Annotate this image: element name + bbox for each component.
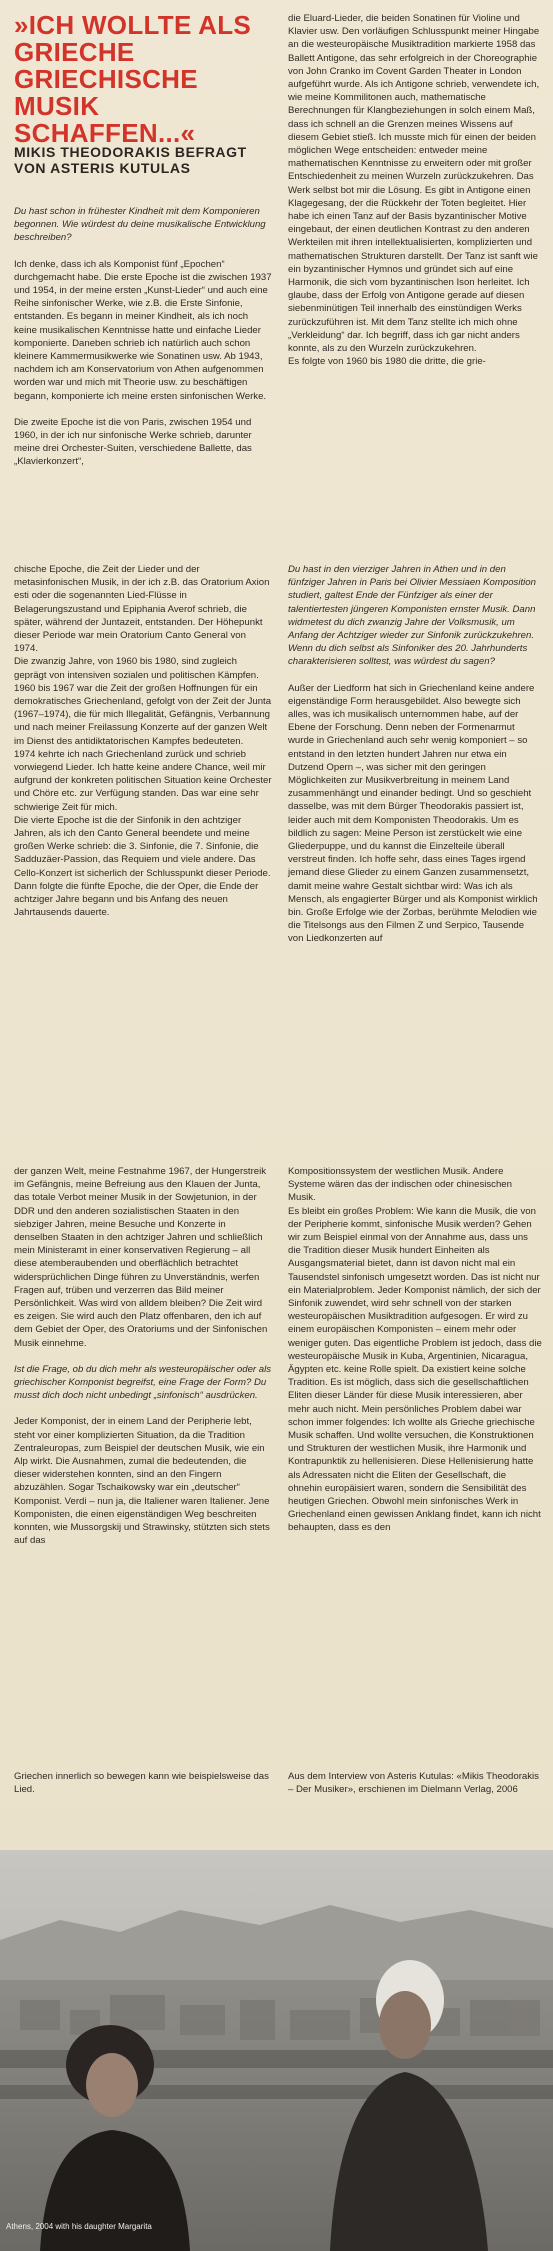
paragraph: Aus dem Interview von Asteris Kutulas: «Mikis Theodorakis – Der Musiker», erschienen im Dielmann Verlag, 2006 — [288, 1771, 539, 1796]
section1-right-column — [288, 12, 542, 368]
paragraph: Kompositionssystem der westlichen Musik. Andere Systeme wären das der indischen oder chinesischen Musik. — [288, 1166, 512, 1204]
section2-left-column — [14, 563, 272, 919]
paragraph: Außer der Liedform hat sich in Griechenland keine andere eigenständige Form herausgebildet. Also bewegte sich alles, was ich musikalisch unternommen habe, auf der Ebene der Forschung. Denn neben der Formenarmut wurde in Griechenland auch sehr wenig komponiert – so entstand in den letzten hundert Jahren nur etwa ein Dutzend Opern –, was sicher mit den geringen Möglichkeiten zur Musikverbreitung in meinem Land zusammenhängt und einander bedingt. Und so geschieht dasselbe, was mit dem Bürger Theodorakis passiert ist, leider auch mit dem Komponisten Theodorakis. Um es bildlich zu sagen: Meine Person ist zerstückelt wie eine Gliederpuppe, und du kannst die Einzelteile überall verstreut finden. Ich hoffe sehr, dass eines Tages irgend jemand diese Glieder zu einem Ganzen zusammensetzt, damit meine wahre Gestalt sichtbar wird: Was ich als Mensch, als engagierter Bürger und als Komponist wirklich bin. Große Erfolge wie der Zorbas, berühmte Melodien wie die Titelsongs aus den Filmen Z und Serpico, Tausende von Liedkonzerten auf — [288, 682, 538, 945]
paragraph: Dann folgte die fünfte Epoche, die der Oper, die Ende der achtziger Jahre begann und bis Anfang des neuen Jahrtausends dauerte. — [14, 880, 259, 919]
source-note — [288, 1770, 542, 1796]
paragraph: Es folgte von 1960 bis 1980 die dritte, die grie- — [288, 356, 486, 368]
paragraph: Die zwanzig Jahre, von 1960 bis 1980, sind zugleich geprägt von intensiven sozialen und politischen Kämpfen. 1960 bis 1967 war die Zeit der großen Hoffnungen für ein demokratisches Griechenland, gefolgt von der Zeit der Junta (1967–1974), die für mich Illegalität, Gefängnis, Verbannung und nach meiner Freilassung Konzerte auf der ganzen Welt im Dienst des antidiktatorischen Kampfes bedeuteten. — [14, 656, 272, 747]
paragraph: chische Epoche, die Zeit der Lieder und der metasinfonischen Musik, in der ich z.B. das Oratorium Axion esti oder die sogenannten Lied-Flüsse in Belagerungszustand und Epiphania Averof schrieb, die später, während der Juntazeit, entstanden. Der Höhepunkt dieser Periode war mein Oratorium Canto General von 1974. — [14, 564, 270, 655]
section1-left-column — [14, 205, 272, 469]
article-subtitle: MIKIS THEODORAKIS BEFRAGT VON ASTERIS KUTULAS — [14, 144, 247, 176]
photo-caption: Athens, 2004 with his daughter Margarita — [6, 2222, 152, 2231]
photo — [0, 1850, 553, 2251]
paragraph: der ganzen Welt, meine Festnahme 1967, der Hungerstreik im Gefängnis, meine Befreiung aus den Klauen der Junta, das totale Verbot meiner Musik in der Sowjetunion, in der DDR und den anderen sozialistischen Staaten in den siebziger Jahren, meine Besuche und Konzerte in denselben Staaten in den achtziger Jahren und schließlich mein Ministeramt in einer konservativen Regierung – all diese atemberaubenden und oberflächlich betrachtet widersprüchlichen Dinge führen zu Unverständnis, werfen Fragen auf, trüben und verzerren das Bild meiner Persönlichkeit. Was wird von alldem bleiben? Die Zeit wird es zeigen. Sie wird auch den Platz offenbaren, den ich auf dem Gebiet der Oper, des Oratoriums und der Sinfonischen Musik einnehme. — [14, 1166, 268, 1349]
paragraph: Jeder Komponist, der in einem Land der Peripherie lebt, steht vor einer komplizierten Situation, da die Tradition Zentraleuropas, zum Beispiel der deutschen Musik, wie ein Alp wirkt. Die Ausnahmen, zumal die bedeutenden, die dieser widerstehen konnten, sind an den Fingern abzuzählen. Sogar Tschaikowsky war ein „deutscher“ Komponist. Verdi – nun ja, die Italiener waren Italiener. Jene Komponisten, die einen eigenständigen Weg beschreiten konnten, wie Mussorgskij und Strawinsky, stützten sich stets auf das — [14, 1416, 270, 1547]
paragraph: Es bleibt ein großes Problem: Wie kann die Musik, die von der Peripherie kommt, sinfonische Musik werden? Gehen wir zum Beispiel einmal von der Annahme aus, dass uns die Tradition dieser Musik hundert Einheiten als Ausgangsmaterial bietet, dann ist davon nicht mal ein Tausendstel sinfonisch umgesetzt worden. Das ist nicht nur ein Materialproblem. Jeder Komponist nämlich, der sich der Sinfonik zuwendet, wird sehr schnell von der starken westeuropäischen Musiktradition aufgesogen. Er wird zu einem europäischen Komponisten – einem mehr oder weniger guten. Das eigentliche Problem ist jedoch, dass die westeuropäische Musik in Kuba, Argentinien, Nicaragua, Ägypten etc. keine Rolle spielt. Da existiert keine solche Tradition. Es ist möglich, dass sich die gesellschaftlichen Eliten dieser Länder für diese Musik interessieren, aber mehr auch nicht. Mein persönliches Problem dabei war schon immer folgendes: Ich wollte als Grieche griechische Musik schaffen. Und wollte versuchen, die Konstruktionen und Strukturen der westlichen Musik, ihre Harmonik und Kontrapunktik zu hellenisieren. Diese Hellenisierung hatte als Adressaten nicht die Eliten der Gesellschaft, die ohnehin europäisiert waren, sondern die Sensibilität des heutigen Griechen. Obwohl mein sinfonisches Werk in Griechenland einen gewissen Anklang findet, kann ich nicht behaupten, dass es den — [288, 1205, 542, 1534]
paragraph: Ich denke, dass ich als Komponist fünf „Epochen“ durchgemacht habe. Die erste Epoche ist die zwischen 1937 und 1954, in der meine ersten „Kunst-Lieder“ und auch eine Reihe sinfonischer Werke, wie z.B. die Erste Sinfonie, entstanden. Es begann in meiner Kindheit, als ich noch keine musikalischen Kenntnisse hatte und einfache Lieder komponierte. Daneben schrieb ich natürlich auch schon kleinere Kammermusikwerke wie Sonatinen usw. Ab 1943, nachdem ich am Konservatorium von Athen aufgenommen worden war und mich mit Theorie usw. zu beschäftigen begann, komponierte ich meine ersten sinfonischen Werke. — [14, 258, 272, 402]
paragraph: Die zweite Epoche ist die von Paris, zwischen 1954 und 1960, in der ich nur sinfonische Werke schrieb, darunter meine drei Orchester-Suiten, verschiedene Ballette, das „Klavierkonzert“, — [14, 416, 252, 468]
paragraph: 1974 kehrte ich nach Griechenland zurück und schrieb vorwiegend Lieder. Ich hatte keine andere Chance, weil mir aufgrund der konkreten politischen Situation keine Orchester und Chöre etc. zur Verfügung standen. Das war eine sehr schwierige Zeit für mich. — [14, 748, 272, 813]
photo-illustration — [0, 1850, 553, 2251]
paragraph: Die vierte Epoche ist die der Sinfonik in den achtziger Jahren, als ich den Canto General beendete und meine großen Werke schrieb: die 3. Sinfonie, die 7. Sinfonie, die Sadduzäer-Passion, das Requiem und viele andere. Das Cello-Konzert ist sicherlich der Schlusspunkt dieser Periode. — [14, 814, 271, 879]
paragraph: die Eluard-Lieder, die beiden Sonatinen für Violine und Klavier usw. Den vorläufigen Schlusspunkt meiner Hingabe an die westeuropäische Musiktradition markierte 1958 das Ballett Antigone, das sehr erfolgreich in der Choreographie von John Cranko im Covent Garden Theater in London aufgeführt wurde. Als ich Antigone schrieb, verwendete ich, wie meine Kommilitonen auch, mathematische Berechnungen für Klangbeziehungen in solch einem Maß, dass ich schnell an die Grenzen meines Wissens auf diesem Gebiet stieß. Ich musste mich für einen der beiden möglichen Wege entscheiden: entweder meine mathematischen Kenntnisse zu erweitern oder mit großer Entschiedenheit zu meinen Wurzeln zurückzukehren. Das Werk selbst bot mir die Lösung. Es gibt in Antigone einen Klagegesang, der die Rückkehr der Toten begleitet. Hier habe ich einen Tanz auf der Basis byzantinischer Motive eingebaut, der einen deutlichen Kontrast zu den anderen Werkteilen mit ihren intellektualisierten, komplizierten und mathematischen Strukturen darstellt. Der Tanz ist sanft wie ein byzantinischer Hymnos und gründet sich auf eine Harmonik, die sich vom byzantinischen Ison herleitet. Ich glaube, dass der Erfolg von Antigone gerade auf diesen siebenminütigen Teil innerhalb des einstündigen Werks zurückzuführen ist. Mit dem Tanz stellte ich mich ohne „Verkleidung“ dar. Ich begriff, dass ich gar nicht anders konnte, als zu den Wurzeln zurückzukehren. — [288, 13, 540, 355]
paragraph: Griechen innerlich so bewegen kann wie beispielsweise das Lied. — [14, 1771, 269, 1796]
section3-right-column — [288, 1165, 542, 1535]
paragraph: Du hast in den vierziger Jahren in Athen und in den fünfziger Jahren in Paris bei Olivier Messiaen Komposition studiert, galtest Ende der Fünfziger als einer der talentiertesten jüngeren Komponisten ernster Musik. Dann widmetest du dich zwanzig Jahre der Volksmusik, um Anfang der Achtziger wieder zur Sinfonik zurückzukehren. Wenn du dich selbst als Sinfoniker des 20. Jahrhunderts charakterisieren solltest, was würdest du sagen? — [288, 564, 536, 668]
section4-left-column — [14, 1770, 272, 1796]
section2-right-column — [288, 563, 542, 946]
article-title: »ICH WOLLTE ALS GRIECHE GRIECHISCHE MUSIK SCHAFFEN...« — [14, 10, 252, 148]
paragraph: Ist die Frage, ob du dich mehr als westeuropäischer oder als griechischer Komponist begreifst, eine Frage der Form? Du musst dich doch nicht unbedingt „sinfonisch“ ausdrücken. — [14, 1363, 272, 1402]
section3-left-column — [14, 1165, 272, 1547]
paragraph: Du hast schon in frühester Kindheit mit dem Komponieren begonnen. Wie würdest du deine musikalische Entwicklung beschreiben? — [14, 206, 266, 244]
